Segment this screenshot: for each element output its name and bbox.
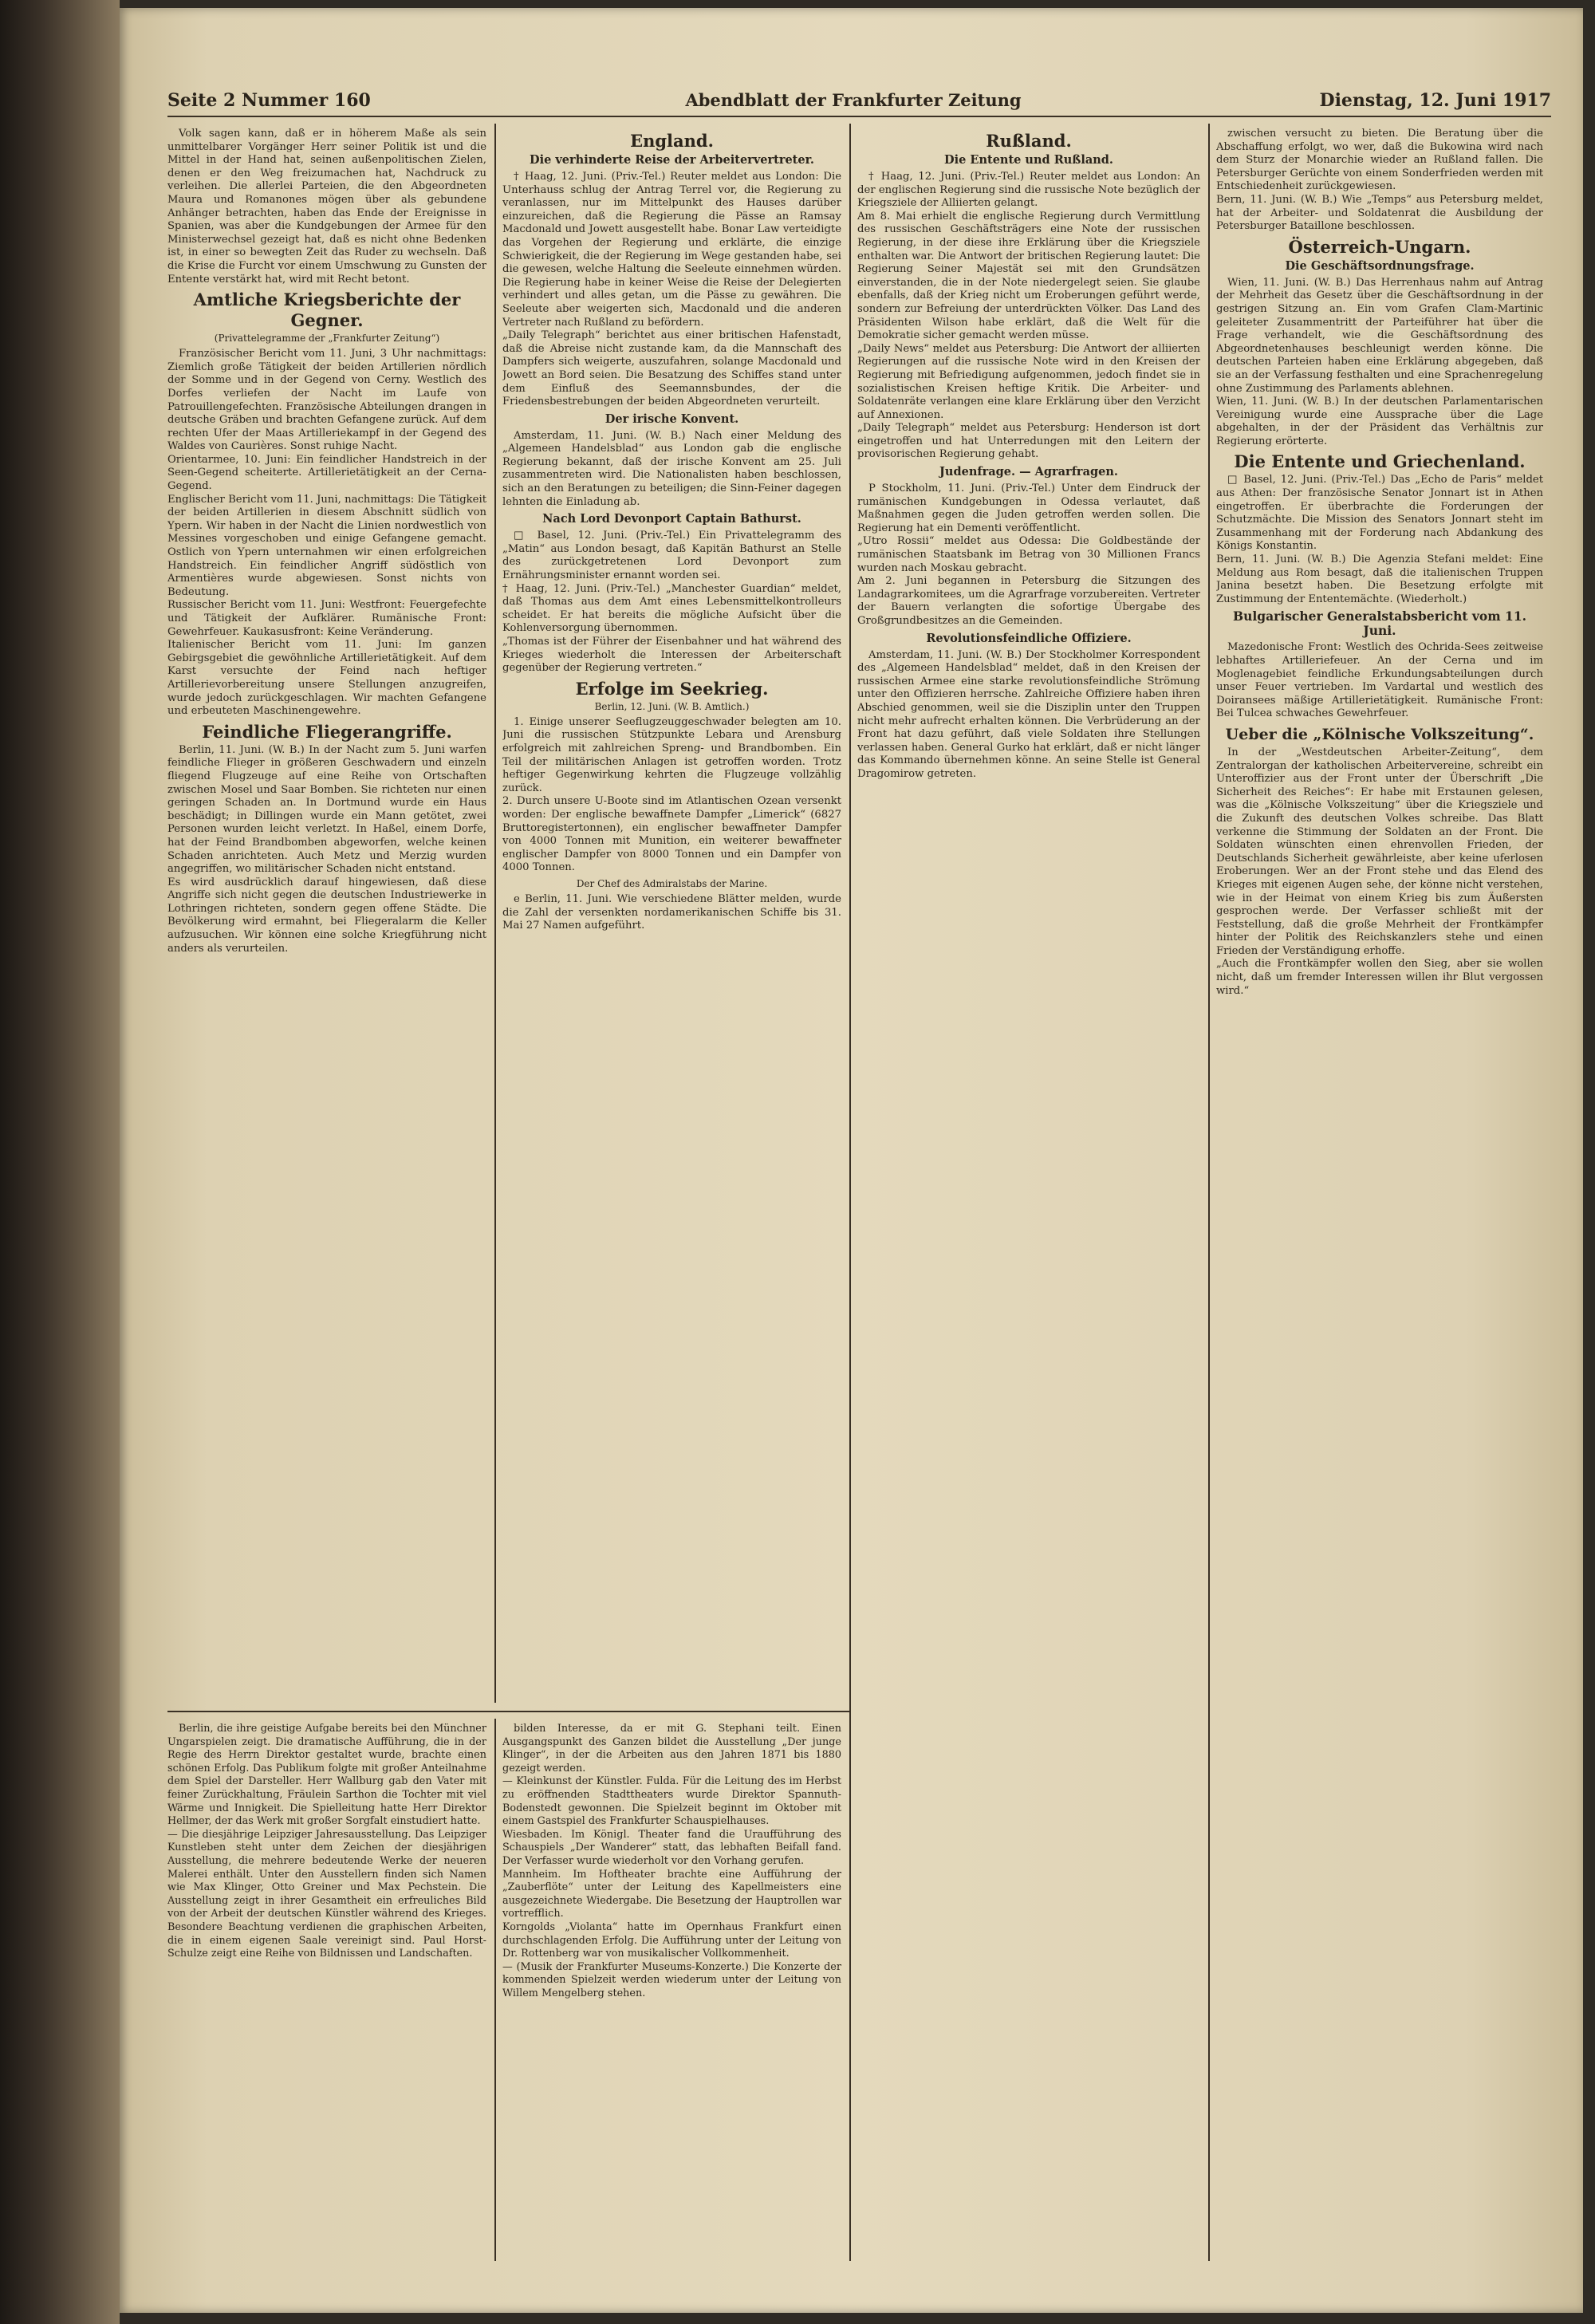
column-rule bbox=[494, 124, 496, 1703]
dateline: Berlin, 12. Juni. (W. B. Amtlich.) bbox=[594, 700, 750, 712]
feuilleton-rule bbox=[167, 1711, 849, 1712]
article-text: Wien, 11. Juni. (W. B.) Das Herrenhaus nahm auf Antrag der Mehrheit das Gesetz über die Geschäftsordnung in der gestrigen Sitzung an. Ein vom Grafen Clam-Martinic geleiteter Zusammentritt der Parteiführer hat über die Frage verhandelt, wie die Geschäftsordnung des Abgeordnetenhauses beschleunigt werden könne. Die deutschen Parteien haben eine Erklärung abgegeben, daß sie an der Verfassung festhalten und eine Sprachenregelung ohne Zustimmung des Parlaments ablehnen. Wien, 11. Juni. (W. B.) In der deutschen Parlamentarischen Vereinigung wurde eine Aussprache über die Lage abgehalten, in der der Präsident das Verhältnis zur Regierung erörterte. bbox=[1216, 276, 1543, 447]
column-rule bbox=[1208, 124, 1210, 2261]
headline: Amtliche Kriegsberichte der Gegner. bbox=[193, 290, 461, 331]
headline: Feindliche Fliegerangriffe. bbox=[202, 721, 452, 742]
article-text: e Berlin, 11. Juni. Wie verschiedene Blätter melden, wurde die Zahl der versenkten nordamerikanischen Schiffe bis 31. Mai 27 Namen aufgeführt. bbox=[502, 892, 841, 932]
subheadline: Der irische Konvent. bbox=[605, 412, 739, 426]
column-2 bbox=[502, 128, 841, 1703]
article-text: Amsterdam, 11. Juni. (W. B.) Nach einer Meldung des „Algemeen Handelsblad“ aus London gab die englische Regierung bekannt, daß der irische Konvent am 25. Juli zusammentreten wird. Die Nationalisten haben beschlossen, sich an den Beratungen zu beteiligen; die Sinn-Feiner dagegen lehnten die Einladung ab. bbox=[502, 429, 841, 508]
column-1 bbox=[167, 128, 486, 1703]
feuilleton-column-2 bbox=[502, 1723, 841, 2257]
headline: Österreich-Ungarn. bbox=[1288, 236, 1471, 257]
article-text: Französischer Bericht vom 11. Juni, 3 Uhr nachmittags: Ziemlich große Tätigkeit der beiden Artillerien nördlich der Somme und in der Gegend von Cerny. Westlich des Dorfes verliefen der Nacht im Laufe von Patrouillengefechten. Französische Abteilungen drangen in deutsche Gräben und brachten Gefangene zurück. Auf dem rechten Ufer der Maas Artilleriekampf in der Gegend des Waldes von Caurières. Sonst ruhige Nacht. Orientarmee, 10. Juni: Ein feindlicher Handstreich in der Seen-Gegend scheiterte. Artillerietätigkeit an der Cerna-Gegend. Englischer Bericht vom 11. Juni, nachmittags: Die Tätigkeit der beiden Artillerien in diesem Abschnitt südlich von Ypern. Wir haben in der Nacht die Linien nordwestlich von Messines vorgeschoben und einige Gefangene gemacht. Ostlich von Ypern unternahmen wir einen erfolgreichen Handstreich. Ein feindlicher Angriff südöstlich von Armentières wurde abgewiesen. Sonst nichts von Bedeutung. Russischer Bericht vom 11. Juni: Westfront: Feuergefechte und Tätigkeit der Aufklärer. Rumänische Front: Gewehrfeuer. Kaukasusfront: Keine Veränderung. Italienischer Bericht vom 11. Juni: Im ganzen Gebirgsgebiet die gewöhnliche Artillerietätigkeit. Auf dem Karst versuchte der Feind nach heftiger Artillerievorbereitung unsere Stellungen anzugreifen, wurde jedoch zurückgeschlagen. Wir machten Gefangene und erbeuteten Maschinengewehre. bbox=[167, 348, 486, 718]
subheadline: Revolutionsfeindliche Offiziere. bbox=[926, 631, 1132, 645]
article-text: Berlin, 11. Juni. (W. B.) In der Nacht zum 5. Juni warfen feindliche Flieger in größeren Geschwadern und einzeln fliegend Flugzeuge auf eine Reihe von Ortschaften zwischen Mosel und Saar Bomben. Sie richteten nur einen geringen Schaden an. In Dortmund wurde ein Haus beschädigt; in Dillingen wurde ein Mann getötet, zwei Personen wurden leicht verletzt. In Haßel, einem Dorfe, hat der Feind Brandbomben abgeworfen, welche keinen Schaden anrichteten. Auch Metz und Merzig wurden angegriffen, wo militärischer Schaden nicht entstand. Es wird ausdrücklich darauf hingewiesen, daß diese Angriffe sich nicht gegen die deutschen Industriewerke in Lothringen richteten, sondern gegen offene Städte. Die Bevölkerung wird ermahnt, bei Fliegeralarm die Keller aufzusuchen. Wir können eine solche Kriegführung nicht anders als verurteilen. bbox=[167, 743, 486, 955]
article-text: In der „Westdeutschen Arbeiter-Zeitung“, dem Zentralorgan der katholischen Arbeitervereine, schreibt ein Unteroffizier aus der Front unter der Überschrift „Die Sicherheit des Reiches“: Er habe mit Erstaunen gelesen, was die „Kölnische Volkszeitung“ über die Kriegsziele und die Zukunft des deutschen Volkes schreibe. Das Blatt verkenne die Stimmung der Soldaten an der Front. Die Soldaten wünschten einen ehrenvollen Frieden, der Deutschlands Sicherheit gewährleiste, aber keine uferlosen Eroberungen. Wer an der Front stehe und das Elend des Krieges mit eigenen Augen sehe, der könne nicht verstehen, wie in der Heimat von einem Krieg bis zum Äußersten gesprochen werde. Der Verfasser schließt mit der Feststellung, daß die große Mehrheit der Frontkämpfer hinter der Politik des Reichskanzlers stehe und einen Frieden der Verständigung erhoffe. „Auch die Frontkämpfer wollen den Sieg, aber sie wollen nicht, daß um fremder Interessen willen ihr Blut vergossen wird.“ bbox=[1216, 746, 1543, 997]
article-text: zwischen versucht zu bieten. Die Beratung über die Abschaffung erfolgt, wo wer, daß die Bukowina wird nach dem Sturz der Monarchie wieder an Rußland fallen. Die Petersburger Gerüchte von einem Sonderfrieden werden mit Entschiedenheit zurückgewiesen. Bern, 11. Juni. (W. B.) Wie „Temps“ aus Petersburg meldet, hat der Arbeiter- und Soldatenrat die Ausbildung der Petersburger Bataillone beschlossen. bbox=[1216, 128, 1543, 233]
column-rule bbox=[849, 124, 851, 2261]
subheadline: Nach Lord Devonport Captain Bathurst. bbox=[542, 512, 801, 526]
subheadline: Die verhinderte Reise der Arbeitervertreter. bbox=[530, 153, 814, 167]
article-text: † Haag, 12. Juni. (Priv.-Tel.) Reuter meldet aus London: An der englischen Regierung sind die russische Note bezüglich der Kriegsziele der Alliierten gelangt. Am 8. Mai erhielt die englische Regierung durch Vermittlung des russischen Geschäftsträgers eine Note der russischen Regierung, in der diese ihre Erklärung über die Kriegsziele enthalten war. Die Antwort der britischen Regierung lautet: Die Regierung Seiner Majestät sei mit den Grundsätzen einverstanden, die in der Note niedergelegt seien. Sie glaube ebenfalls, daß der Krieg nicht um Eroberungen geführt werde, sondern zur Befreiung der unterdrückten Völker. Das Land des Präsidenten Wilson habe erklärt, daß die Welt für die Demokratie sicher gemacht werden müsse. „Daily News“ meldet aus Petersburg: Die Antwort der alliierten Regierungen auf die russische Note wird in den Kreisen der Regierung mit Befriedigung aufgenommen, jedoch findet sie in sozialistischen Kreisen heftige Kritik. Die Arbeiter- und Soldatenräte verlangen eine klare Erklärung über den Verzicht auf Annexionen. „Daily Telegraph“ meldet aus Petersburg: Henderson ist dort eingetroffen und hat Unterredungen mit den Leitern der provisorischen Regierung gehabt. bbox=[857, 171, 1200, 461]
article-text: Berlin, die ihre geistige Aufgabe bereits bei den Münchner Ungarspielen zeigt. Die dramatische Aufführung, die in der Regie des Herrn Direktor gestaltet wurde, brachte einen schönen Erfolg. Das Publikum folgte mit großer Anteilnahme dem Spiel der Darsteller. Herr Wallburg gab den Vater mit feiner Zurückhaltung, Fräulein Sarthon die Tochter mit viel Wärme und Innigkeit. Die Spielleitung hatte Herr Direktor Hellmer, der das Werk mit großer Sorgfalt einstudiert hatte. — Die diesjährige Leipziger Jahresausstellung. Das Leipziger Kunstleben steht unter dem Zeichen der diesjährigen Ausstellung, die mehrere bedeutende Werke der neueren Malerei enthält. Unter den Ausstellern finden sich Namen wie Max Klinger, Otto Greiner und Max Pechstein. Die Ausstellung zeigt in ihrer Gesamtheit ein erfreuliches Bild von der Arbeit der deutschen Künstler während des Krieges. Besondere Beachtung verdienen die graphischen Arbeiten, die in einem eigenen Saale vereinigt sind. Paul Horst-Schulze zeigt eine Reihe von Bildnissen und Landschaften. bbox=[167, 1723, 486, 1960]
article-text: bilden Interesse, da er mit G. Stephani teilt. Einen Ausgangspunkt des Ganzen bildet die Ausstellung „Der junge Klinger“, in der die Arbeiten aus den Jahren 1871 bis 1880 gezeigt werden. — Kleinkunst der Künstler. Fulda. Für die Leitung des im Herbst zu eröffnenden Stadttheaters wurde Direktor Spannuth-Bodenstedt gewonnen. Die Spielzeit beginnt im Oktober mit einem Gastspiel des Frankfurter Schauspielhauses. Wiesbaden. Im Königl. Theater fand die Uraufführung des Schauspiels „Der Wanderer“ statt, das lebhaften Beifall fand. Der Verfasser wurde wiederholt vor den Vorhang gerufen. Mannheim. Im Hoftheater brachte eine Aufführung der „Zauberflöte“ unter der Leitung des Kapellmeisters eine ausgezeichnete Wiedergabe. Die Besetzung der Hauptrollen war vortrefflich. Korngolds „Violanta“ hatte im Opernhaus Frankfurt einen durchschlagenden Erfolg. Die Aufführung unter der Leitung von Dr. Rottenberg war von musikalischer Vollkommenheit. — (Musik der Frankfurter Museums-Konzerte.) Die Konzerte der kommenden Spielzeit werden wiederum unter der Leitung von Willem Mengelberg stehen. bbox=[502, 1723, 841, 1999]
subheadline: Die Geschäftsordnungsfrage. bbox=[1285, 258, 1475, 273]
headline: England. bbox=[630, 131, 714, 151]
column-rule bbox=[494, 1719, 496, 2261]
signature: Der Chef des Admiralstabs der Marine. bbox=[576, 877, 768, 889]
article-text: □ Basel, 12. Juni. (Priv.-Tel.) Das „Echo de Paris“ meldet aus Athen: Der französische Senator Jonnart ist in Athen eingetroffen. Er überbrachte die Forderungen der Schutzmächte. Die Mission des Senators Jonnart steht im Zusammenhang mit der Forderung nach Abdankung des Königs Konstantin. Bern, 11. Juni. (W. B.) Die Agenzia Stefani meldet: Eine Meldung aus Rom besagt, daß die italienischen Truppen Janina besetzt haben. Die Besetzung erfolgte mit Zustimmung der Ententemächte. (Wiederholt.) bbox=[1216, 474, 1543, 605]
article-text: Volk sagen kann, daß er in höherem Maße als sein unmittelbarer Vorgänger Herr seiner Politik ist und die Mittel in der Hand hat, seinen außenpolitischen Zielen, denen er den Weg freizumachen hat, Nachdruck zu verleihen. Die allerlei Parteien, die den Abgeordneten Maura und Romanones mögen über als gebundene Anhänger betrachten, haben das Ende der Ereignisse in Spanien, was aber die Kundgebungen der Armee für den Ministerwechsel gezeigt hat, daß es nicht ohne Bedenken ist, in einer so bewegten Zeit das Ruder zu wechseln. Daß die Krise die Furcht vor einem Umschwung zu Gunsten der Entente verstärkt hat, wird mit Recht betont. bbox=[167, 128, 486, 286]
column-3 bbox=[857, 128, 1200, 2257]
column-4 bbox=[1216, 128, 1543, 2257]
headline: Die Entente und Griechenland. bbox=[1234, 451, 1526, 472]
feuilleton-column-1 bbox=[167, 1723, 486, 2257]
headline: Rußland. bbox=[986, 131, 1072, 151]
subheadline: Judenfrage. — Agrarfragen. bbox=[939, 465, 1118, 479]
page-header bbox=[167, 84, 1551, 117]
article-text: □ Basel, 12. Juni. (Priv.-Tel.) Ein Privattelegramm des „Matin“ aus London besagt, daß Kapitän Bathurst an Stelle des zurückgetretenen Lord Devonport zum Ernährungsminister ernannt worden sei. † Haag, 12. Juni. (Priv.-Tel.) „Manchester Guardian“ meldet, daß Thomas aus dem Amt eines Lebensmittelkontrolleurs scheidet. Er hat bereits die mögliche Aufsicht über die Kohlenversorgung übernommen. „Thomas ist der Führer der Eisenbahner und hat während des Krieges wiederholt die Interessen der Arbeiterschaft gegenüber der Regierung vertreten.“ bbox=[502, 530, 841, 675]
subheadline: (Privattelegramme der „Frankfurter Zeitung“) bbox=[214, 333, 440, 345]
masthead: Abendblatt der Frankfurter Zeitung bbox=[685, 90, 1022, 110]
article-text: P Stockholm, 11. Juni. (Priv.-Tel.) Unter dem Eindruck der rumänischen Kundgebungen in Odessa verlautet, daß Maßnahmen gegen die Juden getroffen werden sollen. Die Regierung hat ein Dementi veröffentlicht. „Utro Rossii“ meldet aus Odessa: Die Goldbestände der rumänischen Staatsbank im Betrag von 30 Millionen Francs wurden nach Moskau gebracht. Am 2. Juni begannen in Petersburg die Sitzungen des Landagrarkomitees, um die Agrarfrage vorzubereiten. Vertreter der Bauern verlangten die sofortige Übergabe des Großgrundbesitzes an die Gemeinden. bbox=[857, 483, 1200, 627]
book-binding bbox=[0, 0, 120, 2324]
article-text: † Haag, 12. Juni. (Priv.-Tel.) Reuter meldet aus London: Die Unterhauss schlug der Antrag Terrel vor, die Regierung zu veranlassen, nur im Mittelpunkt des Hauses darüber einzureichen, daß die Regierung die Pässe an Ramsay Macdonald und Jowett ausgestellt habe. Bonar Law verteidigte das Vorgehen der Regierung und erklärte, die einzige Schwierigkeit, die der Regierung im Wege gestanden habe, sei die gewesen, welche Haltung die Seeleute einnehmen würden. Die Regierung habe in keiner Weise die Reise der Delegierten verhindert und alles getan, um die Pässe zu gewähren. Die Seeleute aber weigerten sich, Macdonald und die anderen Vertreter nach Rußland zu befördern. „Daily Telegraph“ berichtet aus einer britischen Hafenstadt, daß die Abreise nicht zustande kam, da die Mannschaft des Dampfers sich weigerte, auszufahren, solange Macdonald und Jowett an Bord seien. Die Besatzung des Schiffes stand unter dem Einfluß des Seemannsbundes, der die Friedensbestrebungen der beiden Abgeordneten verurteilt. bbox=[502, 171, 841, 408]
newspaper-page bbox=[120, 8, 1583, 2313]
article-text: 1. Einige unserer Seeflugzeuggeschwader belegten am 10. Juni die russischen Stützpunkte Lebara und Arensburg erfolgreich mit zahlreichen Spreng- und Brandbomben. Ein Teil der militärischen Anlagen ist getroffen worden. Trotz heftiger Gegenwirkung kehrten die Flugzeuge vollzählig zurück. 2. Durch unsere U-Boote sind im Atlantischen Ozean versenkt worden: Der englische bewaffnete Dampfer „Limerick“ (6827 Bruttoregistertonnen), ein englischer bewaffneter Dampfer von 4000 Tonnen mit Munition, ein weiterer bewaffneter englischer Dampfer von 8000 Tonnen und ein Dampfer von 4000 Tonnen. bbox=[502, 715, 841, 874]
article-text: Mazedonische Front: Westlich des Ochrida-Sees zeitweise lebhaftes Artilleriefeuer. An der Cerna und im Moglenagebiet feindliche Erkundungsabteilungen durch unser Feuer vertrieben. Im Vardartal und westlich des Doiransees mäßige Artillerietätigkeit. Rumänische Front: Bei Tulcea schwaches Gewehrfeuer. bbox=[1216, 641, 1543, 720]
subheadline: Die Entente und Rußland. bbox=[944, 153, 1113, 167]
headline: Erfolge im Seekrieg. bbox=[575, 678, 769, 699]
article-text: Amsterdam, 11. Juni. (W. B.) Der Stockholmer Korrespondent des „Algemeen Handelsblad“ meldet, daß in den Kreisen der russischen Armee eine starke revolutionsfeindliche Strömung unter den Offizieren herrsche. Zahlreiche Offiziere haben ihren Abschied genommen, weil sie die Disziplin unter den Truppen nicht mehr aufrecht erhalten können. Die Verbrüderung an der Front hat dazu geführt, daß viele Soldaten ihre Stellungen verlassen haben. General Gurko hat erklärt, daß er nicht länger das Kommando übernehmen könne. An seine Stelle ist General Dragomirow getreten. bbox=[857, 648, 1200, 780]
subheadline: Bulgarischer Generalstabsbericht vom 11. Juni. bbox=[1233, 609, 1526, 639]
page-number: Seite 2 Nummer 160 bbox=[167, 90, 371, 111]
headline: Ueber die „Kölnische Volkszeitung“. bbox=[1225, 725, 1534, 743]
issue-date: Dienstag, 12. Juni 1917 bbox=[1319, 90, 1551, 111]
